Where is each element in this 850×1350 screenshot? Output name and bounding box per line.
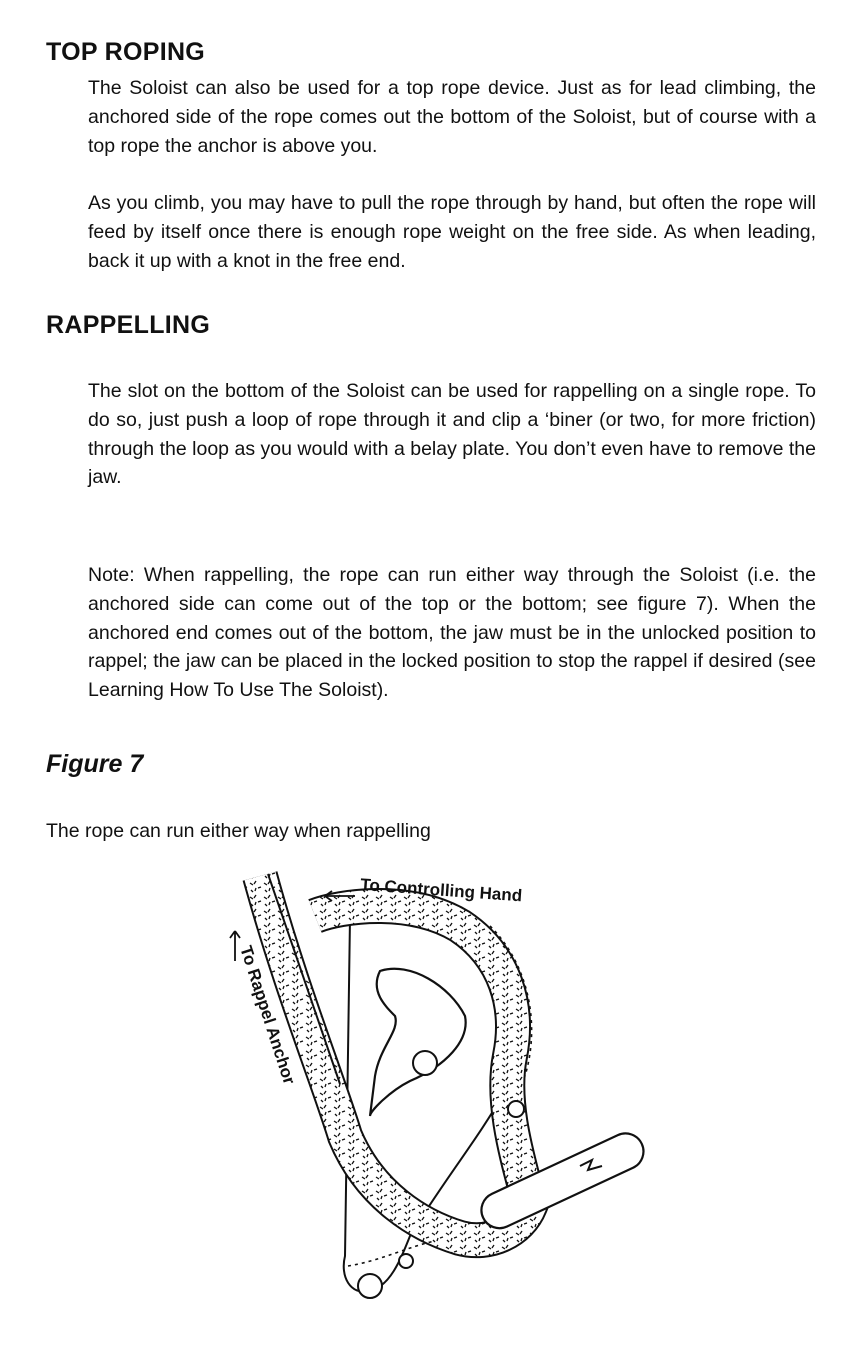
top-roping-paragraph-1: The Soloist can also be used for a top rope device. Just as for lead climbing, the anchored side of the rope comes out the bottom of the Soloist, but of course with a top rope the anchor is above you. bbox=[88, 77, 816, 157]
figure-title: Figure 7 bbox=[46, 750, 144, 778]
top-roping-heading: TOP ROPING bbox=[46, 38, 206, 66]
rappelling-note: Note: When rappelling, the rope can run either way through the Soloist (i.e. the anchored side can come out of the top or the bottom; see figure 7). When the anchored end comes out of the bottom, the jaw must be in the unlocked position to rappel; the jaw can be placed in the locked position to stop the rappel if desired (see Learning How To Use The Soloist). bbox=[88, 564, 816, 702]
rappelling-paragraph-1: The slot on the bottom of the Soloist can be used for rappelling on a single rope. To do so, just push a loop of rope through it and clip a ‘biner (or two, for more friction) through the loop as you would with a belay plate. You don’t even have to remove the jaw. bbox=[88, 380, 816, 489]
figure-caption: The rope can run either way when rappelling bbox=[46, 820, 431, 842]
label-controlling-hand: To Controlling Hand bbox=[359, 875, 523, 906]
lower-hole-icon bbox=[358, 1274, 382, 1298]
figure-7-diagram bbox=[220, 866, 660, 1326]
arrow-up-icon bbox=[230, 931, 240, 961]
pivot-hole-icon bbox=[413, 1051, 437, 1075]
small-hole-icon bbox=[508, 1101, 524, 1117]
rappelling-heading: RAPPELLING bbox=[46, 311, 211, 339]
lower-small-hole-icon bbox=[399, 1254, 413, 1268]
top-roping-paragraph-2: As you climb, you may have to pull the rope through by hand, but often the rope will feed by itself once there is enough rope weight on the free side. As when leading, back it up with a knot in the free end. bbox=[88, 192, 816, 272]
label-rappel-anchor: To Rappel Anchor bbox=[236, 943, 299, 1087]
